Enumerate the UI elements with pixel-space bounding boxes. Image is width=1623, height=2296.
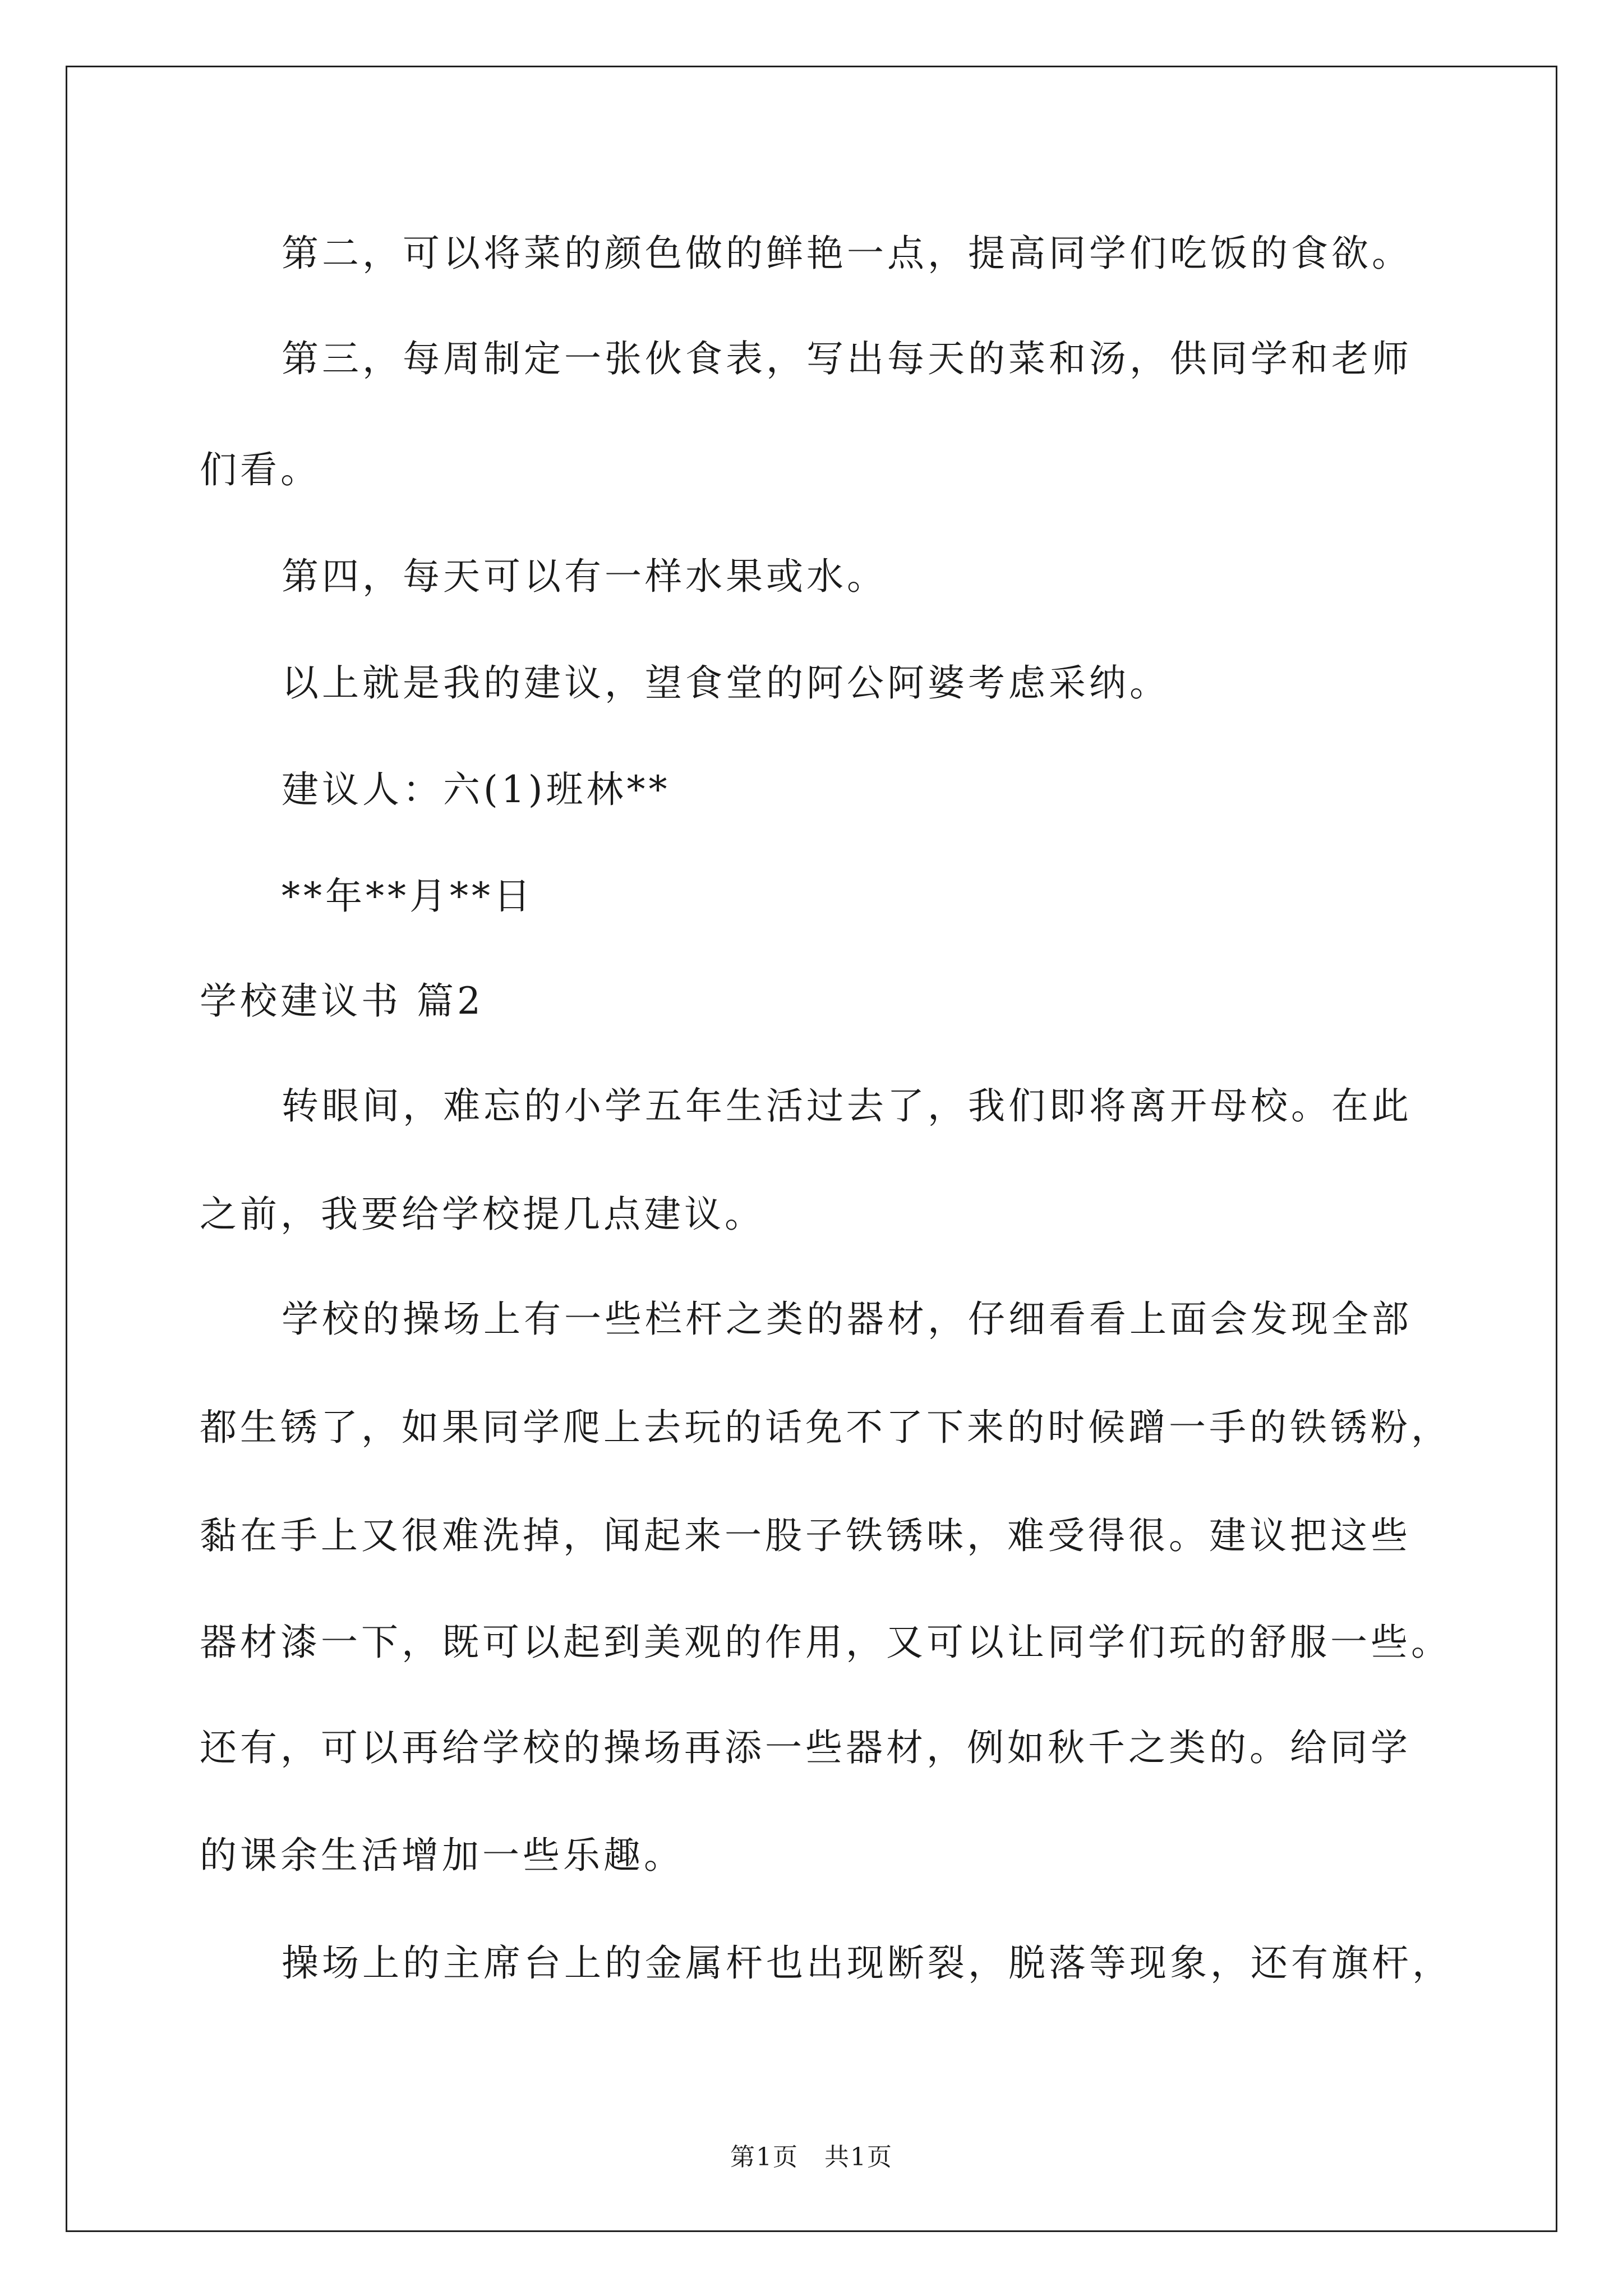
paragraph-line: 都生锈了，如果同学爬上去玩的话免不了下来的时候蹭一手的铁锈粉， [200,1406,1451,1449]
paragraph-line: 的课余生活增加一些乐趣。 [200,1834,684,1877]
page-footer: 第1页 共1页 [730,2143,893,2171]
paragraph-line: 器材漆一下，既可以起到美观的作用，又可以让同学们玩的舒服一些。 [200,1621,1451,1664]
paragraph-line: 第三，每周制定一张伙食表，写出每天的菜和汤，供同学和老师 [282,337,1412,380]
paragraph-line: 操场上的主席台上的金属杆也出现断裂，脱落等现象，还有旗杆， [282,1941,1453,1985]
signature-line: 建议人：六(1)班林** [282,768,671,811]
paragraph-line: 还有，可以再给学校的操场再添一些器材，例如秋千之类的。给同学 [200,1726,1411,1769]
paragraph-line: 黏在手上又很难洗掉，闻起来一股子铁锈味，难受得很。建议把这些 [200,1514,1411,1557]
date-line: **年**月**日 [282,875,534,918]
paragraph-line: 转眼间，难忘的小学五年生活过去了，我们即将离开母校。在此 [282,1084,1412,1128]
section-title: 学校建议书 篇2 [200,979,484,1023]
paragraph-line: 之前，我要给学校提几点建议。 [200,1193,765,1236]
page-border [66,66,1557,2232]
paragraph-line: 第二，可以将菜的颜色做的鲜艳一点，提高同学们吃饭的食欲。 [282,232,1412,275]
paragraph-line: 第四，每天可以有一样水果或水。 [282,555,887,598]
paragraph-line: 学校的操场上有一些栏杆之类的器材，仔细看看上面会发现全部 [282,1297,1412,1341]
paragraph-line: 以上就是我的建议，望食堂的阿公阿婆考虑采纳。 [282,661,1170,705]
paragraph-line: 们看。 [200,448,321,491]
